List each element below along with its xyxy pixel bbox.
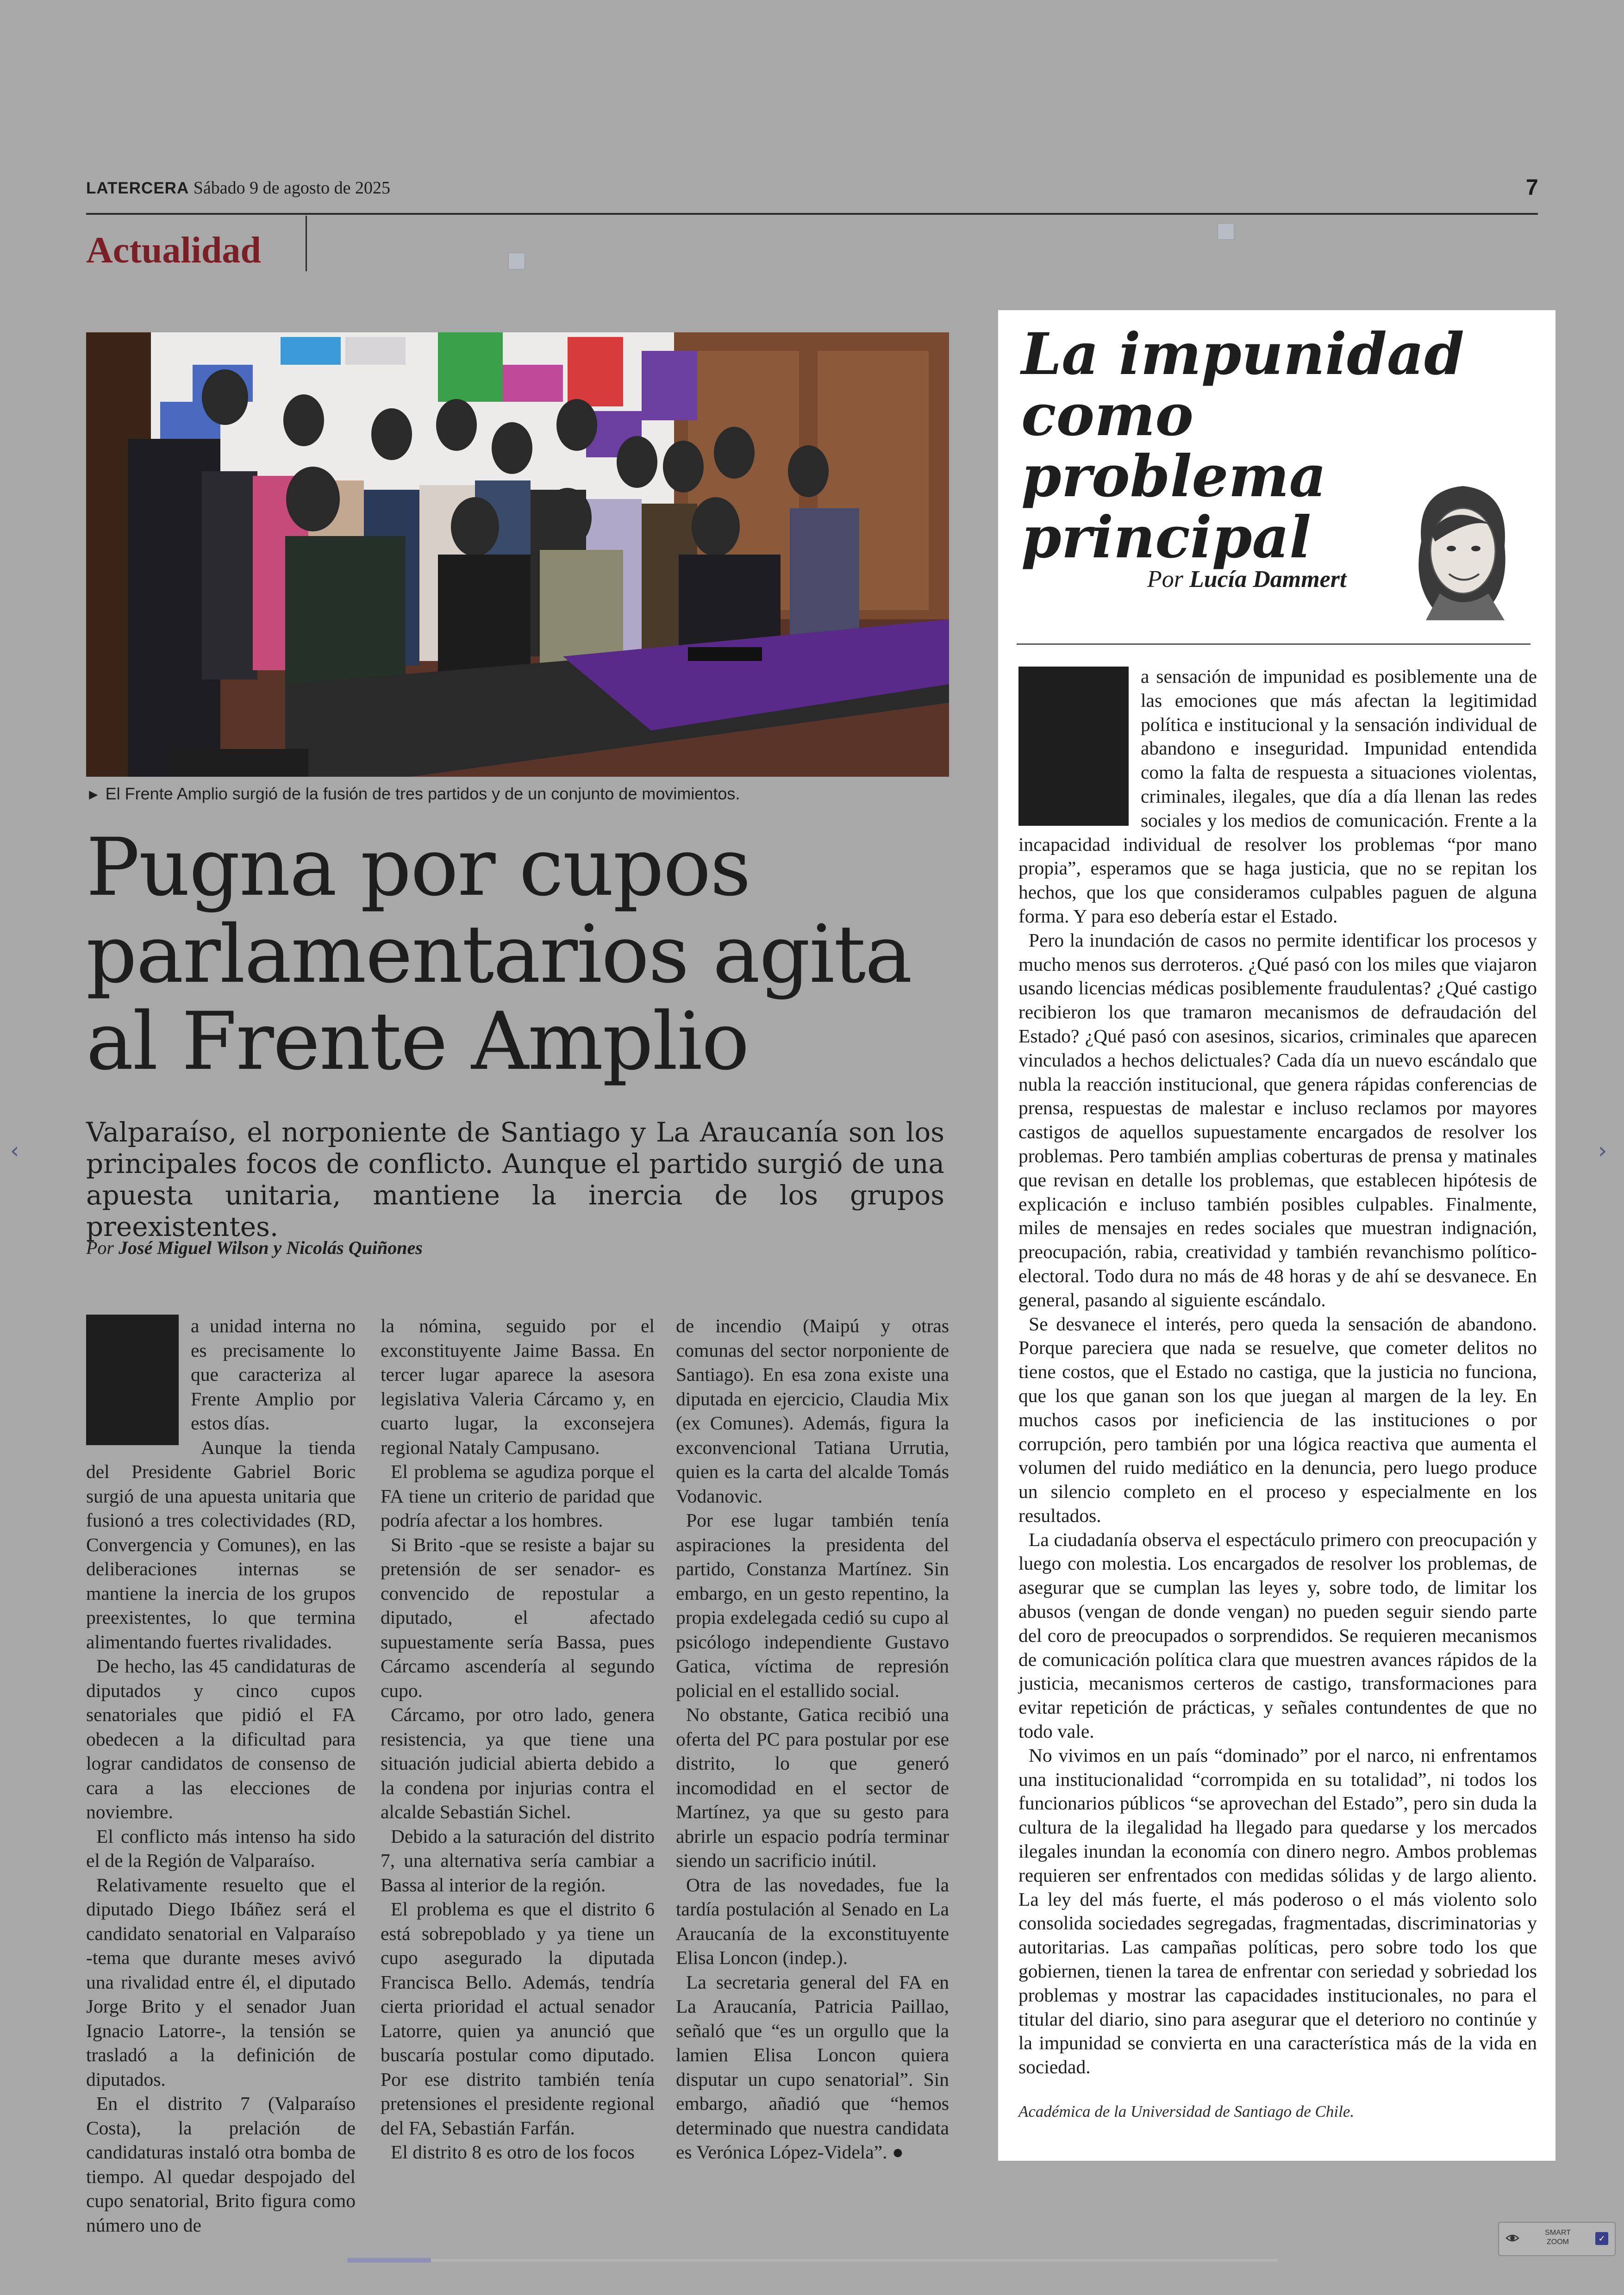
paragraph: Pero la inundación de casos no permite identificar los procesos y mucho menos sus derroteros. ¿Qué pasó con los miles que viajaron usando licencias médicas posiblemente fraudulentas? ¿Qué castigo recibieron los que tramaron mecanismos de defraudación del Estado? ¿Qué pasó con asesinos, sicarios, criminales que aparecen vinculados a hechos delictuales? Cada día un nuevo escándalo que nubla la reacción institucional, que genera rápidas conferencias de prensa, respuestas de malestar e incluso reclamos por mayores castigos de aquellos supuestamente encargados de resolver los problemas. Pero también amplias coberturas de prensa y matinales que revisan en detalle los problemas, que establecen hipótesis de explicación e incluso también posibles culpables. Finalmente, miles de mensajes en redes sociales que muestran indignación, preocupación, rabia, creatividad y también revanchismo político-electoral. Todo dura no más de 48 horas y de ahí se desvanece. En general, pasando al siguiente escándalo.: [1018, 929, 1537, 1310]
paragraph: de incendio (Maipú y otras comunas del sector norponiente de Santiago). En esa zona existe una diputada en ejercicio, Claudia Mix (ex Comunes). Además, figura la exconvencional Tatiana Urrutia, quien es la carta del alcalde Tomás Vodanovic.: [676, 1315, 949, 1507]
eye-icon: [1505, 2231, 1519, 2245]
paragraph: Debido a la saturación del distrito 7, una alternativa sería cambiar a Bassa al interior de la región.: [381, 1825, 655, 1896]
article-byline: [86, 1237, 423, 1259]
paragraph: El conflicto más intenso ha sido el de la Región de Valparaíso.: [86, 1825, 356, 1871]
article-column-1: [86, 1314, 356, 2237]
caption-arrow-icon: ►: [86, 786, 101, 803]
opinion-author: [1147, 566, 1346, 593]
author-name: Lucía Dammert: [1189, 566, 1347, 592]
smart-zoom-checkbox[interactable]: ✓: [1595, 2232, 1608, 2245]
dropcap: [86, 1315, 179, 1445]
photo-caption: [86, 784, 740, 804]
dropcap: [1018, 667, 1129, 826]
page-marker-icon[interactable]: [1218, 223, 1234, 240]
header-rule: [86, 213, 1538, 215]
paragraph: De hecho, las 45 candidaturas de diputados y cinco cupos senatoriales que pidió el FA obedecen a la dificultad para lograr candidatos de consenso de cara a las elecciones de noviembre.: [86, 1655, 356, 1822]
paragraph: Por ese lugar también tenía aspiraciones la presidenta del partido, Constanza Martínez. Sin embargo, en un gesto repentino, la propia exdelegada cedió su cupo al psicólogo independiente Gustavo Gatica, víctima de represión policial en el estallido social.: [676, 1509, 949, 1701]
section-title: Actualidad: [86, 230, 261, 271]
paragraph: El distrito 8 es otro de los focos: [391, 2141, 635, 2163]
paragraph: La ciudadanía observa el espectáculo primero con preocupación y luego con molestia. Los encargados de resolver los problemas, de asegurar que se cumplan las leyes y, sobre todo, de limitar los abusos (vengan de donde vengan) no pueden seguir siendo parte del coro de preocupados o sorprendidos. Se requieren mecanismos de comunicación política clara que muestren avances rápidos de la justicia, mecanismos certeros de castigo, transformaciones para evitar repetición de prácticas, y señales contundentes de que no todo vale.: [1018, 1528, 1537, 1742]
article-deck: Valparaíso, el norponiente de Santiago y La Araucanía son los principales focos de conflicto. Aunque el partido surgió de una apuesta unitaria, mantiene la inercia de los grupos preexistentes.: [86, 1116, 944, 1242]
article-column-3: [676, 1314, 949, 2164]
author-prefix: Por: [1147, 566, 1183, 592]
page-progress-track[interactable]: [347, 2259, 1278, 2262]
section-divider: [306, 216, 307, 271]
article-column-2: [381, 1314, 655, 2164]
paragraph: No obstante, Gatica recibió una oferta del PC para postular por ese distrito, lo que generó incomodidad en el sector de Martínez, ya que su gesto para abrirle un espacio podría terminar siendo un sacrificio inútil.: [676, 1704, 949, 1871]
page-marker-icon[interactable]: [508, 253, 525, 269]
page-progress-thumb[interactable]: [347, 2258, 431, 2263]
article-photo: [86, 332, 949, 777]
opinion-rule: [1017, 643, 1530, 645]
paragraph: En el distrito 7 (Valparaíso Costa), la prelación de candidaturas instaló otra bomba de tiempo. Al quedar despojado del cupo senatorial, Brito figura como número uno de: [86, 2093, 356, 2236]
paragraph: No vivimos en un país “dominado” por el narco, ni enfrentamos una institucionalidad “corrompida en su totalidad”, ni todos los funcionarios públicos “se aprovechan del Estado”, pero sin duda la cultura de la ilegalidad ha llegado para quedarse y los mercados ilegales inundan la economía con dinero negro. Ambos problemas requieren ser enfrentados con medidas sólidas y de largo aliento. La ley del más fuerte, el más poderoso o el más violento solo consolida sociedades segregadas, fragmentadas, discriminatorias y autoritarias. Las campañas políticas, pero sobre todo los que gobiernen, tienen la tarea de enfrentar con seriedad y sobriedad los problemas y mostrar las capacidades institucionales, no para el titular del diario, sino para asegurar que el deterioro no continúe y la impunidad se convierta en una característica más de la vida en sociedad.: [1018, 1744, 1537, 2078]
byline-prefix: Por: [86, 1237, 114, 1258]
smart-zoom-toggle[interactable]: [1498, 2222, 1616, 2256]
masthead: [86, 178, 390, 198]
smart-zoom-label: SMART ZOOM: [1545, 2229, 1571, 2246]
paragraph: Cárcamo, por otro lado, genera resistencia, ya que tiene una situación judicial abierta debido a la condena por injurias contra el alcalde Sebastián Sichel.: [381, 1704, 655, 1822]
opinion-body: [1018, 665, 1537, 2079]
paragraph: Relativamente resuelto que el diputado Diego Ibáñez será el candidato senatorial en Valparaíso -tema que durante meses avivó una rivalidad entre él, el diputado Jorge Brito y el senador Juan Ignacio Latorre-, la tensión se trasladó a la definición de diputados.: [86, 1874, 356, 2090]
author-portrait: [1384, 472, 1532, 620]
opinion-footnote: Académica de la Universidad de Santiago de Chile.: [1018, 2102, 1355, 2120]
opinion-title: La impunidad como problema principal: [1021, 321, 1464, 571]
byline-authors: José Miguel Wilson y Nicolás Quiñones: [119, 1237, 423, 1258]
paragraph: Se desvanece el interés, pero queda la sensación de abandono. Porque pareciera que nada se resuelve, que cometer delitos no tiene costos, que el Estado no castiga, que la justicia no funciona, que los que ganan son los que juegan al margen de la ley. En muchos casos por ineficiencia de las instituciones o por corrupción, pero también por una lógica reactiva que aumenta el volumen del ruido mediático en la denuncia, pero luego produce un silencio completo en el proceso y especialmente en los resultados.: [1018, 1313, 1537, 1526]
article-headline: Pugna por cupos parlamentarios agita al Frente Amplio: [86, 821, 912, 1088]
previous-page-icon[interactable]: ‹: [10, 1138, 19, 1164]
paragraph: Aunque la tienda del Presidente Gabriel Boric surgió de una apuesta unitaria que fusionó a tres colectividades (RD, Convergencia y Comunes), en las deliberaciones internas se mantiene la inercia de los grupos preexistentes, lo que termina alimentando fuertes rivalidades.: [86, 1436, 356, 1653]
paragraph: la nómina, seguido por el exconstituyente Jaime Bassa. En tercer lugar aparece la asesora legislativa Valeria Cárcamo y, en cuarto lugar, la exconsejera regional Nataly Campusano.: [381, 1315, 655, 1458]
paragraph: El problema se agudiza porque el FA tiene un criterio de paridad que podría afectar a los hombres.: [381, 1461, 655, 1531]
paragraph: El problema es que el distrito 6 está sobrepoblado y ya tiene un cupo asegurado la diputada Francisca Bello. Además, tendría cierta prioridad el actual senador Latorre, quien ya anunció que buscaría postular como diputado. Por ese distrito también tenía pretensiones el presidente regional del FA, Sebastián Farfán.: [381, 1898, 655, 2139]
author-portrait-image: [1384, 472, 1532, 620]
paragraph: Otra de las novedades, fue la tardía postulación al Senado en La Araucanía de la exconstituyente Elisa Loncon (indep.).: [676, 1874, 949, 1968]
paragraph: a sensación de impunidad es posiblemente una de las emociones que más afectan la legitimidad política e institucional y la sensación individual de abandono e inseguridad. Impunidad entendida como la falta de respuesta a situaciones violentas, criminales, ilegales, que día a día llenan las redes sociales y los medios de comunicación. Frente a la incapacidad individual de resolver los problemas “por mano propia”, esperamos que se haga justicia, que no se repitan los hechos, que los que consideramos culpables paguen de alguna forma. Y para eso debería estar el Estado.: [1018, 666, 1537, 927]
paragraph: a unidad interna no es precisamente lo que caracteriza al Frente Amplio por estos días.: [191, 1315, 356, 1434]
next-page-icon[interactable]: ›: [1598, 1138, 1607, 1164]
press-conference-image: [86, 332, 949, 777]
newspaper-brand: LATERCERA: [86, 179, 189, 197]
page-number: 7: [1526, 175, 1538, 200]
issue-date: Sábado 9 de agosto de 2025: [193, 178, 391, 198]
paragraph: La secretaria general del FA en La Araucanía, Patricia Paillao, señaló que “es un orgullo que la lamien Elisa Loncon quiera disputar un cupo senatorial”. Sin embargo, añadió que “hemos determinado que nuestra candidata es Verónica López-Videla”. ●: [676, 1971, 949, 2163]
paragraph: Si Brito -que se resiste a bajar su pretensión de ser senador- es convencido de repostular a diputado, el afectado supuestamente sería Bassa, pues Cárcamo ascendería al segundo cupo.: [381, 1534, 655, 1701]
caption-text: El Frente Amplio surgió de la fusión de tres partidos y de un conjunto de movimientos.: [105, 784, 740, 803]
